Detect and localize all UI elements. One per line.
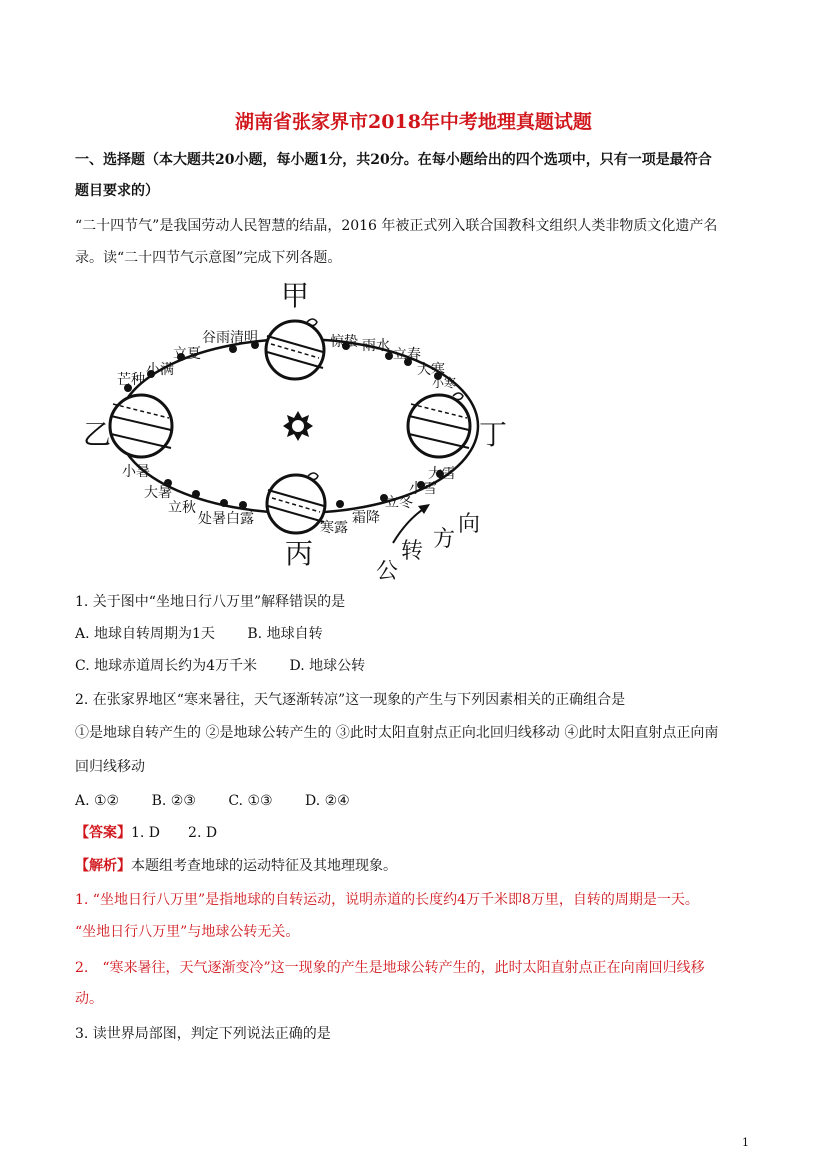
q1-option-c[interactable]: C. 地球赤道周长约为4万千米 (75, 658, 258, 674)
term-lixia: 立夏 (173, 346, 201, 362)
q1-options-row2 (75, 656, 755, 676)
q2-option-a[interactable]: A. ①② (75, 793, 120, 809)
q1-option-d[interactable]: D. 地球公转 (289, 658, 366, 674)
term-shuangjiang: 霜降 (352, 510, 380, 526)
term-dashu: 大暑 (144, 485, 172, 501)
earth-bing (267, 473, 325, 533)
q2-items-cont: 回归线移动 (75, 759, 145, 775)
term-liqiu: 立秋 (168, 500, 196, 516)
earth-ding (408, 393, 470, 457)
q2-option-c[interactable]: C. ①③ (228, 793, 273, 809)
analysis-p2-cont: 动。 (75, 991, 103, 1007)
analysis (75, 856, 755, 876)
intro-text-cont: 录。读“二十四节气示意图”完成下列各题。 (75, 250, 342, 266)
direction-char-1: 公 (376, 559, 399, 583)
term-jingzhe: 惊蛰 (330, 334, 358, 350)
term-mangzhong: 芒种 (117, 372, 145, 388)
direction-char-3: 方 (433, 527, 456, 552)
q1-option-a[interactable]: A. 地球自转周期为1天 (75, 626, 215, 642)
term-yushui: 雨水 (362, 338, 390, 354)
q1-option-b[interactable]: B. 地球自转 (247, 626, 323, 642)
label-jia: 甲 (281, 279, 310, 312)
direction-char-4: 向 (458, 512, 481, 537)
intro-text: “二十四节气”是我国劳动人民智慧的结晶，2016 年被正式列入联合国教科文组织人类非物质文化遗产名 (75, 218, 718, 234)
page-number: 1 (742, 1136, 749, 1149)
analysis-text: 本题组考查地球的运动特征及其地理现象。 (131, 858, 397, 874)
analysis-p1: 1. “坐地日行八万里”是指地球的自转运动，说明赤道的长度约4万千米即8万里，自转的周期是一天。 (75, 892, 699, 908)
term-dahan: 大寒 (417, 362, 445, 378)
section-heading-cont: 题目要求的） (75, 183, 159, 199)
q1-stem: 1. 关于图中“坐地日行八万里”解释错误的是 (75, 594, 346, 610)
label-ding: 丁 (479, 418, 508, 451)
term-guyu-qingming: 谷雨清明 (202, 330, 258, 346)
sun-icon (283, 411, 313, 441)
q2-items: ①是地球自转产生的 ②是地球公转产生的 ③此时太阳直射点正向北回归线移动 ④此时太阳直射点正向南 (75, 725, 719, 741)
section-heading: 一、选择题（本大题共20小题，每小题1分，共20分。在每小题给出的四个选项中，只有一项是最符合 (75, 152, 712, 168)
term-chushu-bailu: 处暑白露 (198, 511, 254, 527)
term-xiaoxue: 小雪 (409, 481, 437, 497)
term-lidong: 立冬 (385, 495, 413, 511)
q1-options-row1 (75, 624, 755, 644)
answer (75, 823, 755, 843)
solar-terms-diagram (78, 278, 518, 583)
analysis-label: 【解析】 (75, 858, 131, 874)
term-lichun: 立春 (393, 347, 421, 363)
q3-stem: 3. 读世界局部图，判定下列说法正确的是 (75, 1026, 331, 1042)
term-hanlu: 寒露 (320, 520, 348, 536)
q2-option-d[interactable]: D. ②④ (305, 793, 350, 809)
term-xiaoshu: 小暑 (122, 464, 150, 480)
term-daxue: 大雪 (428, 466, 456, 482)
page-title: 湖南省张家界市2018年中考地理真题试题 (235, 111, 592, 133)
answer-label: 【答案】 (75, 825, 131, 841)
q2-options (75, 791, 755, 811)
analysis-p1-cont: “坐地日行八万里”与地球公转无关。 (75, 924, 300, 940)
earth-yi (110, 395, 172, 457)
analysis-p2: 2. “寒来暑往，天气逐渐变冷”这一现象的产生是地球公转产生的，此时太阳直射点正在向南回归线移 (75, 960, 705, 976)
term-xiaoman: 小满 (146, 362, 174, 378)
earth-jia (266, 319, 324, 379)
q2-stem: 2. 在张家界地区“寒来暑往，天气逐渐转凉”这一现象的产生与下列因素相关的正确组合是 (75, 692, 626, 708)
label-bing: 丙 (285, 537, 314, 570)
direction-char-2: 转 (401, 539, 424, 564)
q2-option-b[interactable]: B. ②③ (151, 793, 196, 809)
label-yi: 乙 (83, 418, 112, 451)
answer-text: 1. D 2. D (131, 825, 218, 841)
term-xiaohan: 小寒 (432, 376, 457, 390)
